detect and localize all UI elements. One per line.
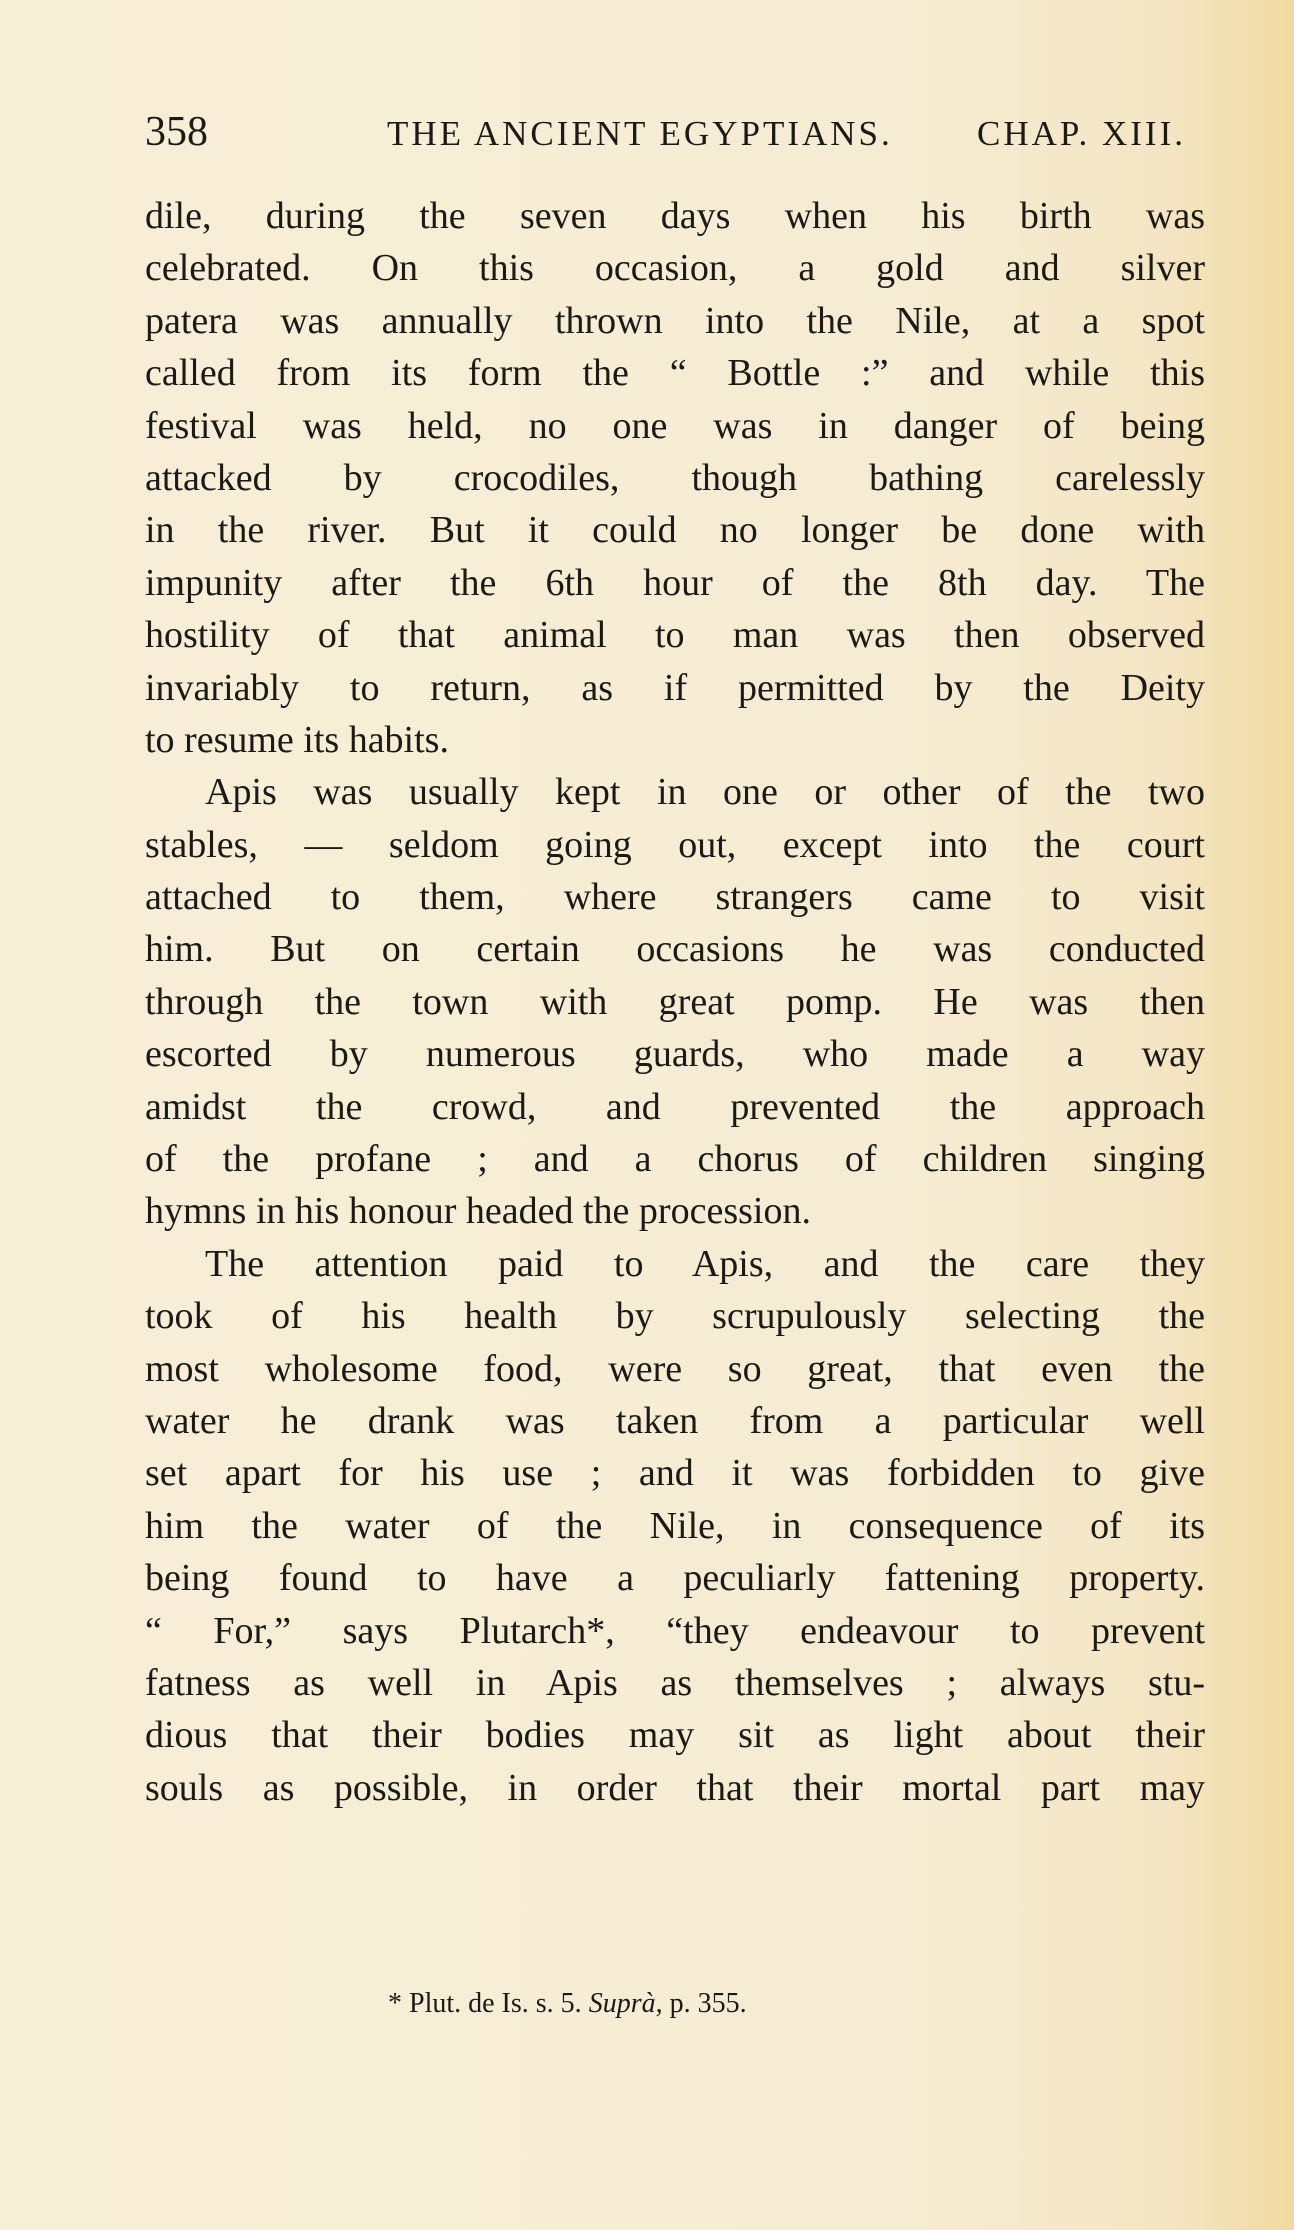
text-line: him the water of the Nile, in consequence of its: [145, 1504, 1205, 1547]
text-line: patera was annually thrown into the Nile, at a spot: [145, 299, 1205, 342]
text-line: most wholesome food, were so great, that even the: [145, 1347, 1205, 1390]
text-line: celebrated. On this occasion, a gold and silver: [145, 247, 1205, 290]
text-line: attacked by crocodiles, though bathing carelessly: [145, 456, 1205, 499]
text-line: festival was held, no one was in danger of being: [145, 404, 1205, 447]
text-line: souls as possible, in order that their mortal part may: [145, 1766, 1205, 1809]
text-line: him. But on certain occasions he was conducted: [145, 928, 1205, 971]
running-header: [145, 108, 1205, 168]
text-line: amidst the crowd, and prevented the approach: [145, 1085, 1205, 1128]
page-number: 358: [145, 109, 208, 155]
running-title: THE ANCIENT EGYPTIANS.: [387, 114, 893, 153]
text-line: “ For,” says Plutarch*, “they endeavour to prevent: [145, 1609, 1205, 1652]
text-line: dile, during the seven days when his birth was: [145, 195, 1205, 237]
text-line: The attention paid to Apis, and the care they: [205, 1242, 1205, 1285]
text-line: impunity after the 6th hour of the 8th day. The: [145, 561, 1205, 604]
text-line: stables, — seldom going out, except into the court: [145, 823, 1205, 866]
text-line: attached to them, where strangers came to visit: [145, 876, 1205, 919]
footnote: [388, 1988, 747, 2020]
text-line: through the town with great pomp. He was then: [145, 980, 1205, 1023]
text-line: being found to have a peculiarly fattening property.: [145, 1557, 1205, 1600]
text-line: took of his health by scrupulously selecting the: [145, 1295, 1205, 1338]
text-line: dious that their bodies may sit as light about their: [145, 1714, 1205, 1757]
text-line: in the river. But it could no longer be done with: [145, 509, 1205, 552]
text-line: Apis was usually kept in one or other of the two: [205, 771, 1205, 814]
text-line: of the profane ; and a chorus of children singing: [145, 1138, 1205, 1181]
body-text: [145, 190, 1205, 1814]
text-line: hymns in his honour headed the procession.: [145, 1190, 811, 1233]
text-line: invariably to return, as if permitted by the Deity: [145, 666, 1205, 709]
text-line: to resume its habits.: [145, 718, 449, 761]
text-line: fatness as well in Apis as themselves ; always stu-: [145, 1661, 1205, 1704]
footnote-reference: Suprà,: [588, 1988, 663, 2019]
footnote-page: p. 355.: [669, 1988, 747, 2019]
footnote-text: * Plut. de Is. s. 5.: [388, 1988, 582, 2019]
text-line: called from its form the “ Bottle :” and while this: [145, 352, 1205, 395]
text-line: set apart for his use ; and it was forbidden to give: [145, 1452, 1205, 1495]
text-line: hostility of that animal to man was then observed: [145, 614, 1205, 657]
chapter-label: CHAP. XIII.: [977, 114, 1186, 153]
text-line: water he drank was taken from a particular well: [145, 1399, 1205, 1442]
text-line: escorted by numerous guards, who made a way: [145, 1033, 1205, 1076]
